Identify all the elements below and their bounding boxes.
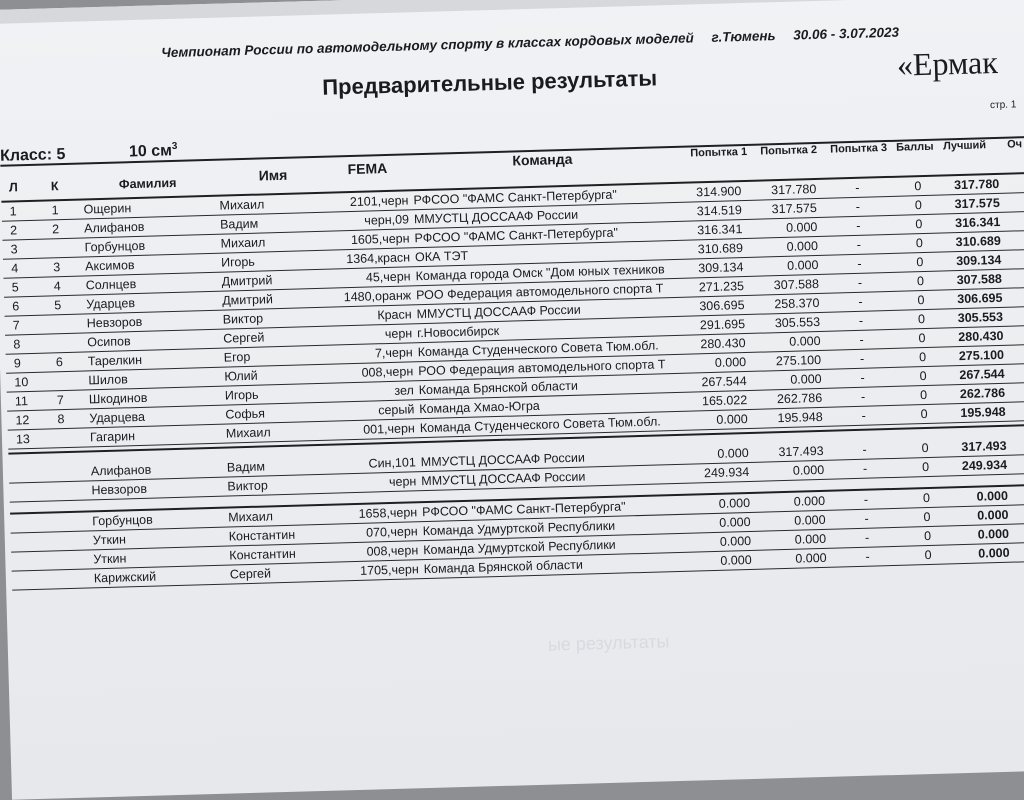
top-paper-strip: [0, 0, 1024, 24]
col-header-fema: FEMA: [347, 159, 388, 178]
cell-l: 7: [12, 318, 20, 333]
cell-best: 262.786: [959, 385, 1006, 402]
cell-points: 0: [921, 440, 929, 456]
cell-team: Команда Хмао-Югра: [419, 398, 540, 417]
cell-try3: -: [864, 511, 869, 526]
cell-surname: Уткин: [92, 532, 127, 548]
cell-fema: 1364,красн: [346, 250, 411, 267]
cell-fema: 001,черн: [363, 421, 416, 437]
cell-fema: 1605,черн: [350, 231, 410, 248]
class-size-value: 10 см: [128, 142, 173, 161]
cell-k: [59, 482, 79, 483]
cell-best: 317.493: [961, 438, 1007, 455]
cell-l: 12: [15, 413, 30, 428]
cell-fema: 070,черн: [365, 524, 418, 540]
cell-l: [17, 483, 37, 484]
cell-try2: 258.370: [774, 295, 820, 312]
cell-surname: Ударцев: [86, 296, 136, 312]
cell-try1: 280.430: [700, 336, 746, 352]
cell-try2: 262.786: [776, 390, 823, 407]
cell-l: 10: [14, 375, 29, 390]
cell-l: 3: [10, 242, 18, 257]
cell-fema: зел: [394, 383, 414, 398]
cell-k: 2: [51, 222, 60, 237]
cell-team: Команда Брянской области: [423, 557, 584, 577]
cell-l: 2: [9, 223, 18, 238]
cell-fema: черн,09: [364, 212, 410, 228]
cell-surname: Карижский: [93, 569, 157, 586]
cell-best: 306.695: [957, 290, 1003, 307]
cell-points: 0: [918, 331, 926, 346]
cell-try1: 271.235: [698, 279, 745, 295]
cell-surname: Ощерин: [83, 201, 132, 217]
cell-best: 309.134: [956, 252, 1002, 269]
cell-k: 4: [53, 279, 61, 294]
cell-surname: Невзоров: [86, 314, 143, 331]
cell-surname: Шилов: [88, 372, 129, 388]
cell-surname: Алифанов: [83, 219, 145, 236]
cell-l: 11: [14, 394, 29, 409]
cell-surname: Ударцева: [89, 409, 146, 426]
cell-try1: 0.000: [717, 445, 749, 461]
cell-points: 0: [915, 236, 924, 251]
col-header-team: Команда: [512, 150, 573, 169]
cell-team: Команда Студенческого Совета Тюм.обл.: [419, 414, 661, 436]
cell-try1: 0.000: [718, 495, 751, 511]
cell-k: 3: [53, 260, 61, 275]
cell-surname: Невзоров: [91, 481, 148, 498]
cell-fema: 2101,черн: [349, 193, 409, 210]
cell-fema: 7,черн: [374, 345, 413, 361]
cell-try2: 0.000: [794, 531, 827, 547]
class-label: Класс: 5: [0, 145, 66, 165]
cell-best: 305.553: [957, 309, 1004, 326]
cell-best: 307.588: [956, 271, 1003, 288]
cell-l: [19, 533, 39, 534]
cell-fema: черн: [384, 326, 413, 342]
class-size: [129, 141, 178, 162]
cell-points: 0: [914, 198, 923, 213]
cell-surname: Гагарин: [89, 429, 136, 445]
cell-points: 0: [921, 459, 930, 475]
col-header-try2: Попытка 2: [760, 143, 818, 158]
championship-header: [161, 25, 899, 61]
cell-try2: 0.000: [789, 333, 821, 349]
bleed-through-text: ые результаты: [547, 631, 670, 655]
cell-k: [55, 315, 75, 316]
cell-k: [62, 570, 82, 571]
cell-try3: -: [855, 199, 861, 214]
cell-points: 0: [923, 528, 932, 544]
cell-fema: Красн: [377, 307, 412, 323]
cell-try2: 0.000: [792, 462, 825, 478]
cell-team: РФСОО "ФАМС Санкт-Петербурга": [413, 187, 618, 208]
cell-best: 0.000: [978, 545, 1010, 561]
cell-name: Михаил: [228, 509, 274, 525]
cell-try3: -: [861, 408, 866, 423]
results-table: [0, 135, 1024, 590]
cell-team: ММУСТЦ ДОССААФ России: [421, 469, 586, 489]
cell-points: 0: [917, 312, 926, 327]
cell-try1: 0.000: [719, 514, 751, 530]
cell-try2: 305.553: [774, 314, 821, 331]
cell-k: [60, 513, 80, 514]
cell-try3: -: [859, 332, 864, 347]
cell-k: 5: [54, 298, 62, 313]
cell-try2: 317.575: [771, 200, 818, 217]
col-header-surname: Фамилия: [118, 175, 177, 192]
cell-team: РФСОО "ФАМС Санкт-Петербурга": [421, 499, 626, 520]
cell-name: Константин: [229, 546, 296, 563]
cell-team: Команда Удмуртской Республики: [422, 518, 616, 539]
cell-try1: 314.900: [695, 184, 742, 200]
championship-dates: 30.06 - 3.07.2023: [793, 24, 900, 43]
cell-points: 0: [916, 274, 925, 289]
ranked-rows: [1, 173, 1024, 449]
cell-try2: 0.000: [786, 257, 819, 273]
cell-fema: 008,черн: [366, 543, 419, 559]
cell-best: 280.430: [958, 328, 1004, 345]
cell-try3: -: [860, 389, 866, 404]
cell-try3: -: [864, 530, 870, 545]
cell-l: [18, 514, 38, 515]
cell-name: Дмитрий: [221, 273, 273, 289]
cell-name: Егор: [223, 349, 251, 365]
cell-name: Михаил: [225, 425, 271, 441]
cell-k: 7: [56, 393, 65, 408]
cell-k: 8: [57, 412, 65, 427]
cell-surname: Алифанов: [90, 462, 152, 479]
cell-points: 0: [923, 509, 931, 525]
cell-name: Виктор: [227, 478, 269, 494]
cell-name: Сергей: [223, 330, 265, 346]
cell-try1: 165.022: [701, 393, 748, 409]
col-header-name: Имя: [258, 166, 288, 184]
col-header-extra: Оч: [1006, 138, 1023, 151]
cell-l: 13: [15, 432, 31, 447]
cell-try2: 0.000: [794, 512, 826, 528]
cell-try3: -: [858, 313, 864, 328]
cell-try1: 0.000: [719, 533, 752, 549]
cell-try1: 309.134: [698, 260, 744, 276]
cell-try2: 307.588: [773, 276, 820, 293]
col-header-points: Баллы: [896, 140, 934, 154]
cell-team: г.Новосибирск: [416, 323, 500, 341]
class-size-power: 3: [171, 140, 178, 152]
cell-fema: черн: [388, 474, 417, 490]
cell-try2: 275.100: [775, 352, 822, 369]
cell-k: 6: [55, 355, 64, 370]
cell-points: 0: [916, 255, 924, 270]
cell-try3: -: [857, 256, 862, 271]
cell-points: 0: [922, 490, 931, 506]
cell-team: ММУСТЦ ДОССААФ России: [413, 207, 579, 227]
col-header-best: Лучший: [943, 139, 987, 153]
cell-best: 275.100: [958, 347, 1005, 364]
cell-best: 317.780: [953, 176, 1000, 193]
cell-try1: 0.000: [714, 355, 747, 370]
cell-surname: Шкодинов: [88, 390, 148, 407]
cell-k: 1: [51, 203, 59, 218]
cell-try3: -: [856, 237, 862, 252]
cell-points: 0: [917, 293, 925, 308]
cell-k: [61, 551, 81, 552]
cell-l: 6: [12, 299, 20, 314]
cell-try2: 0.000: [786, 238, 819, 254]
cell-best: 316.341: [954, 214, 1001, 231]
cell-name: Вадим: [219, 216, 259, 232]
cell-best: 0.000: [977, 526, 1010, 542]
cell-try3: -: [865, 549, 870, 564]
cell-name: Михаил: [219, 197, 265, 213]
cell-fema: 45,черн: [365, 269, 411, 285]
cell-try1: 306.695: [699, 298, 745, 314]
cell-fema: Син,101: [368, 455, 416, 471]
cell-try3: -: [860, 370, 865, 385]
results-title: Предварительные результаты: [321, 65, 658, 100]
cell-surname: Горбунцов: [92, 512, 153, 529]
cell-team: РОО Федерация автомодельного спорта Т: [418, 357, 666, 379]
cell-best: 0.000: [976, 488, 1009, 504]
cell-try3: -: [857, 275, 863, 290]
cell-team: РФСОО "ФАМС Санкт-Петербурга": [414, 225, 619, 246]
cell-try1: 291.695: [699, 317, 746, 333]
cell-k: [56, 372, 76, 373]
cell-points: 0: [919, 387, 928, 403]
cell-l: 8: [13, 337, 21, 352]
cell-try2: 0.000: [785, 219, 818, 235]
cell-try3: -: [859, 351, 865, 366]
cell-try3: -: [856, 218, 861, 233]
cell-surname: Тарелкин: [87, 352, 143, 369]
cell-best: 195.948: [960, 404, 1006, 421]
cell-k: [61, 532, 81, 533]
cell-surname: Солнцев: [85, 277, 137, 293]
col-header-l: Л: [8, 180, 18, 195]
cell-team: ОКА ТЭТ: [414, 248, 469, 265]
cell-team: Команда Брянской области: [418, 378, 579, 398]
cell-l: [19, 552, 39, 553]
cell-surname: Аксимов: [85, 258, 135, 274]
cell-team: РОО Федерация автомодельного спорта Т: [415, 281, 664, 303]
cell-surname: Горбунцов: [84, 238, 146, 255]
cell-best: 310.689: [955, 233, 1002, 250]
cell-surname: Осипов: [87, 334, 131, 350]
cell-name: Дмитрий: [222, 292, 274, 308]
cell-k: [52, 239, 72, 240]
cell-try1: 249.934: [703, 464, 750, 481]
cell-k: [58, 429, 78, 430]
cell-try1: 0.000: [716, 412, 748, 427]
cell-fema: 1705,черн: [360, 562, 419, 578]
cell-name: Виктор: [222, 311, 264, 327]
col-header-try3: Попытка 3: [830, 142, 888, 156]
cell-team: ММУСТЦ ДОССААФ России: [420, 450, 586, 470]
cell-l: [20, 571, 40, 572]
cell-try1: 314.519: [696, 203, 743, 219]
cell-points: 0: [914, 179, 922, 194]
cell-l: 5: [11, 280, 19, 295]
cell-name: Сергей: [229, 566, 272, 582]
cell-surname: Уткин: [93, 551, 127, 567]
cell-try2: 317.493: [778, 443, 824, 460]
cell-fema: 1658,черн: [358, 505, 418, 521]
cell-try1: 0.000: [720, 552, 752, 568]
cell-try1: 267.544: [701, 374, 747, 390]
cell-fema: серый: [378, 402, 415, 418]
cell-points: 0: [918, 350, 927, 365]
championship-title: Чемпионат России по автомодельному спорту в классах кордовых моделей: [161, 30, 694, 61]
cell-points: 0: [924, 547, 932, 563]
cell-try2: 0.000: [795, 550, 827, 566]
cell-try3: -: [862, 461, 868, 476]
cell-points: 0: [915, 217, 923, 232]
cell-try3: -: [858, 294, 863, 309]
cell-l: 9: [13, 356, 22, 371]
col-header-try1: Попытка 1: [690, 145, 748, 160]
cell-k: [59, 463, 79, 464]
cell-best: 267.544: [959, 366, 1005, 383]
cell-try2: 0.000: [793, 493, 826, 509]
cell-l: 4: [11, 261, 19, 276]
cell-team: Команда города Омск "Дом юных техников: [415, 262, 665, 284]
championship-city: г.Тюмень: [711, 28, 776, 45]
cell-name: Константин: [228, 527, 296, 544]
cell-points: 0: [920, 406, 928, 422]
cell-l: [17, 464, 37, 465]
cell-best: 317.575: [954, 195, 1000, 212]
cell-fema: 1480,оранж: [343, 288, 412, 305]
cell-name: Вадим: [226, 459, 266, 475]
event-logo-text: «Ермак: [896, 43, 999, 83]
cell-try2: 195.948: [777, 409, 823, 426]
cell-team: Команда Удмуртской Республики: [423, 537, 616, 558]
cell-team: ММУСТЦ ДОССААФ России: [416, 302, 581, 322]
cell-try2: 0.000: [790, 371, 822, 387]
cell-try3: -: [862, 442, 867, 457]
cell-best: 0.000: [977, 507, 1009, 523]
cell-try3: -: [855, 180, 860, 195]
cell-try1: 316.341: [697, 222, 743, 238]
cell-try2: 317.780: [770, 182, 817, 198]
cell-points: 0: [919, 368, 927, 384]
cell-best: 249.934: [961, 457, 1008, 474]
cell-name: Софья: [225, 406, 266, 422]
page-number: стр. 1: [989, 99, 1017, 112]
col-header-k: К: [50, 179, 59, 194]
cell-fema: 008,черн: [361, 364, 414, 380]
cell-name: Михаил: [220, 235, 266, 251]
cell-name: Игорь: [220, 254, 256, 270]
cell-l: 1: [9, 204, 17, 219]
cell-try3: -: [863, 492, 869, 507]
cell-name: Игорь: [224, 387, 259, 403]
cell-try1: 310.689: [697, 241, 744, 257]
cell-k: [55, 334, 75, 335]
cell-name: Юлий: [224, 368, 258, 384]
cell-team: Команда Студенческого Совета Тюм.обл.: [417, 338, 659, 360]
